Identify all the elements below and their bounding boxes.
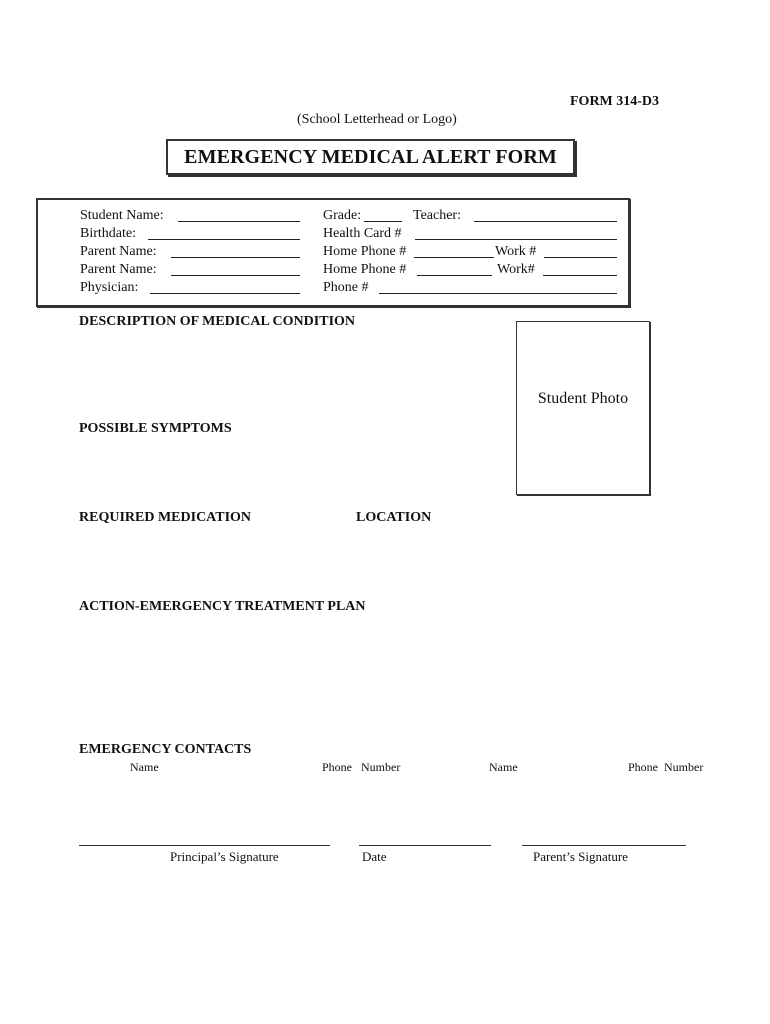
form-title: EMERGENCY MEDICAL ALERT FORM xyxy=(184,145,557,168)
health-card-label: Health Card # xyxy=(323,226,402,241)
symptoms-heading: POSSIBLE SYMPTOMS xyxy=(79,421,232,436)
teacher-field[interactable] xyxy=(474,221,617,222)
location-heading: LOCATION xyxy=(356,510,432,525)
physician-field[interactable] xyxy=(150,293,300,294)
work-1-field[interactable] xyxy=(544,257,617,258)
student-photo-label: Student Photo xyxy=(537,390,629,407)
form-number: FORM 314-D3 xyxy=(570,94,660,109)
contact-name-header-1: Name xyxy=(130,760,159,774)
parent-name-2-label: Parent Name: xyxy=(80,262,157,277)
contact-phone-header-1: Phone Number xyxy=(322,760,401,774)
parent-signature-label: Parent’s Signature xyxy=(533,849,628,864)
home-phone-1-field[interactable] xyxy=(414,257,494,258)
principal-signature-label: Principal’s Signature xyxy=(170,849,279,864)
student-name-field[interactable] xyxy=(178,221,300,222)
work-1-label: Work # xyxy=(495,244,537,259)
teacher-label: Teacher: xyxy=(413,208,461,223)
date-label: Date xyxy=(362,849,387,864)
title-box xyxy=(166,139,575,175)
grade-field[interactable] xyxy=(364,221,402,222)
home-phone-2-field[interactable] xyxy=(417,275,492,276)
date-line[interactable] xyxy=(359,845,491,846)
contact-phone-header-2: Phone Number xyxy=(628,760,704,774)
phone-label: Phone # xyxy=(323,280,369,295)
contact-name-header-2: Name xyxy=(489,760,518,774)
home-phone-2-label: Home Phone # xyxy=(323,262,407,277)
emergency-contacts-heading: EMERGENCY CONTACTS xyxy=(79,742,252,757)
principal-signature-line[interactable] xyxy=(79,845,330,846)
student-photo-box xyxy=(516,321,650,495)
phone-field[interactable] xyxy=(379,293,617,294)
student-info-box xyxy=(36,198,630,307)
medication-heading: REQUIRED MEDICATION xyxy=(79,510,252,525)
home-phone-1-label: Home Phone # xyxy=(323,244,407,259)
work-2-label: Work# xyxy=(497,262,535,277)
letterhead-placeholder: (School Letterhead or Logo) xyxy=(297,112,457,127)
action-plan-heading: ACTION-EMERGENCY TREATMENT PLAN xyxy=(79,599,366,614)
parent-signature-line[interactable] xyxy=(522,845,686,846)
description-heading: DESCRIPTION OF MEDICAL CONDITION xyxy=(79,314,356,329)
parent-name-1-field[interactable] xyxy=(171,257,300,258)
birthdate-label: Birthdate: xyxy=(80,226,136,241)
work-2-field[interactable] xyxy=(543,275,617,276)
grade-label: Grade: xyxy=(323,208,362,223)
parent-name-1-label: Parent Name: xyxy=(80,244,157,259)
parent-name-2-field[interactable] xyxy=(171,275,300,276)
birthdate-field[interactable] xyxy=(148,239,300,240)
student-name-label: Student Name: xyxy=(80,208,164,223)
health-card-field[interactable] xyxy=(415,239,617,240)
physician-label: Physician: xyxy=(80,280,139,295)
